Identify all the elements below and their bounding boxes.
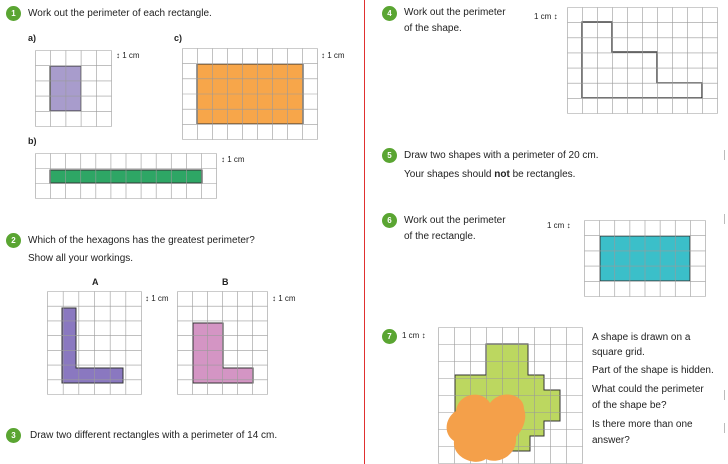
grid-part-c (182, 48, 318, 140)
question-6-badge: 6 (382, 213, 397, 228)
question-7-line-5: of the shape be? (592, 400, 667, 411)
scale-label: 1 cm (402, 331, 420, 340)
part-b-label: b) (28, 136, 37, 146)
question-7-line-6: Is there more than one (592, 419, 693, 430)
q5-text-post: be rectangles. (509, 169, 576, 180)
grid-lines (183, 49, 318, 140)
scale-label: 1 cm (278, 294, 296, 303)
page-divider (364, 0, 365, 464)
question-1-text: Work out the perimeter of each rectangle. (28, 8, 212, 19)
right-edge-mark (724, 423, 725, 433)
scale-label: 1 cm (327, 51, 345, 60)
grid-hexagon-a (47, 291, 142, 395)
q5-text-bold: not (494, 169, 510, 180)
scale-marker-q6: 1 cm ↕ (547, 221, 571, 230)
question-3-badge: 3 (6, 428, 21, 443)
question-5-text: Draw two shapes with a perimeter of 20 cm. (404, 150, 599, 161)
question-7-line-3: Part of the shape is hidden. (592, 365, 714, 376)
question-5-badge: 5 (382, 148, 397, 163)
question-2-badge: 2 (6, 233, 21, 248)
hidden-part-blob (447, 394, 526, 461)
question-7-badge: 7 (382, 329, 397, 344)
right-edge-mark (724, 150, 725, 160)
grid-part-b (35, 153, 217, 199)
question-6-subtext: of the rectangle. (404, 231, 476, 242)
part-c-label: c) (174, 33, 183, 43)
grid-q4 (567, 7, 718, 114)
hexagon-b (193, 323, 253, 383)
scale-marker-c: ↕ 1 cm (321, 51, 345, 60)
scale-marker-hex-a: ↕ 1 cm (145, 294, 169, 303)
rectangle-a (50, 66, 81, 111)
scale-marker-hex-b: ↕ 1 cm (272, 294, 296, 303)
scale-label: 1 cm (122, 51, 140, 60)
question-4-subtext: of the shape. (404, 23, 462, 34)
q4-shape (582, 22, 702, 98)
question-1-badge: 1 (6, 6, 21, 21)
scale-label: 1 cm (227, 155, 245, 164)
question-7-line-2: square grid. (592, 347, 645, 358)
q5-text-pre: Your shapes should (404, 169, 495, 180)
grid-hexagon-b (177, 291, 268, 395)
grid-q7 (438, 327, 583, 464)
question-4-text: Work out the perimeter (404, 7, 506, 18)
scale-label: 1 cm (151, 294, 169, 303)
right-edge-mark (724, 214, 725, 224)
scale-marker-q4: 1 cm ↕ (534, 12, 558, 21)
hexagon-a-label: A (92, 277, 99, 287)
question-5-subtext (404, 167, 575, 182)
question-3-text: Draw two different rectangles with a perimeter of 14 cm. (30, 430, 278, 441)
scale-label: 1 cm (547, 221, 565, 230)
question-6-text: Work out the perimeter (404, 215, 506, 226)
question-7-line-7: answer? (592, 435, 630, 446)
grid-part-a (35, 50, 112, 127)
right-edge-mark (724, 390, 725, 400)
question-2-subtext: Show all your workings. (28, 253, 134, 264)
scale-marker-q7: 1 cm ↕ (402, 331, 426, 340)
question-7-line-4: What could the perimeter (592, 384, 704, 395)
question-4-badge: 4 (382, 6, 397, 21)
grid-q6 (584, 220, 706, 297)
hexagon-b-label: B (222, 277, 229, 287)
question-2-text: Which of the hexagons has the greatest perimeter? (28, 235, 255, 246)
grid-lines (178, 292, 268, 395)
scale-marker-a: ↕ 1 cm (116, 51, 140, 60)
hexagon-a (62, 308, 123, 383)
scale-label: 1 cm (534, 12, 552, 21)
question-7-line-1: A shape is drawn on a (592, 332, 691, 343)
scale-marker-b: ↕ 1 cm (221, 155, 245, 164)
part-a-label: a) (28, 33, 37, 43)
